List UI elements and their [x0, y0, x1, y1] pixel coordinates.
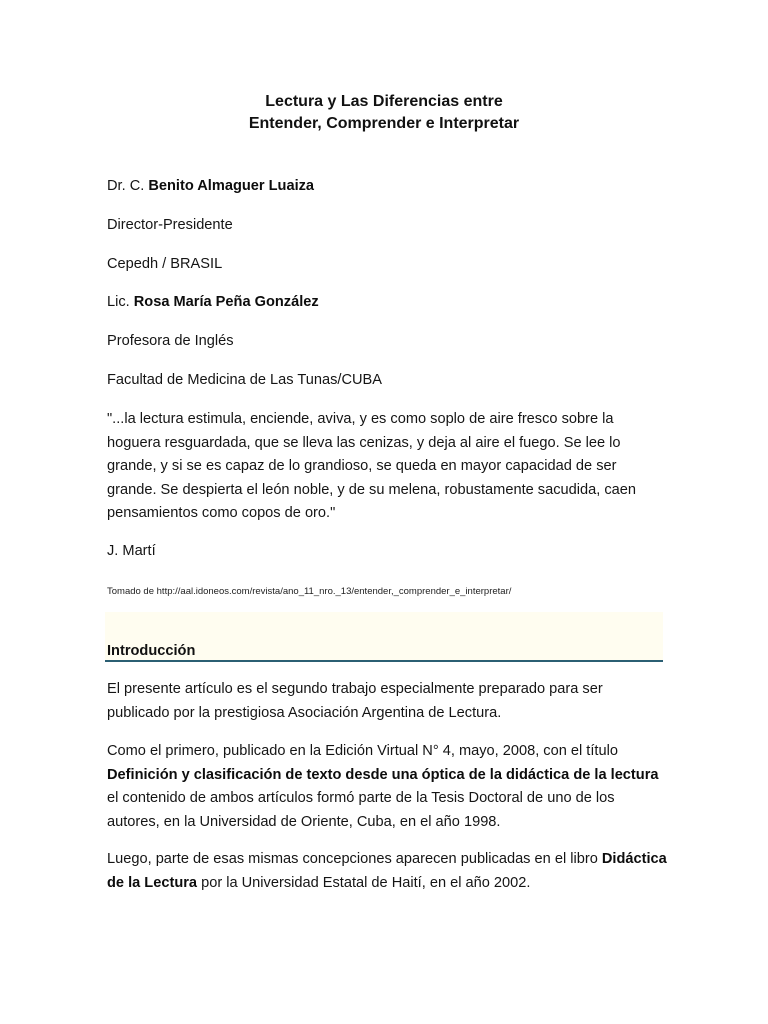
intro-paragraph-1: El presente artículo es el segundo trabajo especialmente preparado para ser publicado por la prestigiosa Asociación Argentina de Lectura.	[107, 681, 603, 721]
intro-p3-book-title: Didáctica de la Lectura	[107, 851, 667, 891]
author-2-role: Profesora de Inglés	[107, 333, 234, 349]
author-1-name: Benito Almaguer Luaiza	[148, 178, 315, 194]
author-1-org: Cepedh / BRASIL	[107, 256, 223, 272]
epigraph-quote: "...la lectura estimula, enciende, aviva, y es como soplo de aire fresco sobre la hoguera resguardada, que se lleva las cenizas, y deja al aire el fuego. Se lee lo grande, y si se es capaz de lo grandioso, se queda en mayor capacidad de ser grande. Se despierta el león noble, y de su melena, robustamente sacudida, caen pensamientos como copos de oro."	[107, 411, 636, 521]
author-2-prefix: Lic.	[107, 294, 134, 310]
author-1-role: Director-Presidente	[107, 217, 233, 233]
author-1-prefix: Dr. C.	[107, 178, 149, 194]
intro-p2-text-c: el contenido de ambos artículos formó parte de la Tesis Doctoral de uno de los autores, en la Universidad de Oriente, Cuba, en el año 1998.	[107, 790, 615, 830]
author-1-line	[107, 175, 677, 199]
title-line-2: Entender, Comprender e Interpretar	[248, 115, 520, 132]
author-2-line	[107, 291, 677, 315]
intro-p3-text-a: Luego, parte de esas mismas concepciones aparecen publicadas en el libro	[107, 851, 602, 867]
author-2-name: Rosa María Peña González	[133, 294, 319, 310]
epigraph-author: J. Martí	[107, 543, 156, 559]
intro-paragraph-2	[107, 740, 667, 834]
document-title	[0, 91, 768, 135]
intro-p2-text-a: Como el primero, publicado en la Edición Virtual N° 4, mayo, 2008, con el título	[107, 743, 618, 759]
heading-underline	[105, 660, 663, 662]
source-citation: Tomado de http://aal.idoneos.com/revista/ano_11_nro._13/entender,_comprender_e_interpretar/	[107, 586, 512, 597]
title-line-1: Lectura y Las Diferencias entre	[265, 93, 503, 110]
author-2-org: Facultad de Medicina de Las Tunas/CUBA	[107, 372, 383, 388]
intro-p3-text-c: por la Universidad Estatal de Haití, en el año 2002.	[197, 874, 531, 891]
intro-p2-book-title: Definición y clasificación de texto desde una óptica de la didáctica de la lectura	[107, 766, 659, 783]
section-heading-introduccion: Introducción	[107, 643, 196, 659]
intro-paragraph-3	[107, 848, 667, 895]
